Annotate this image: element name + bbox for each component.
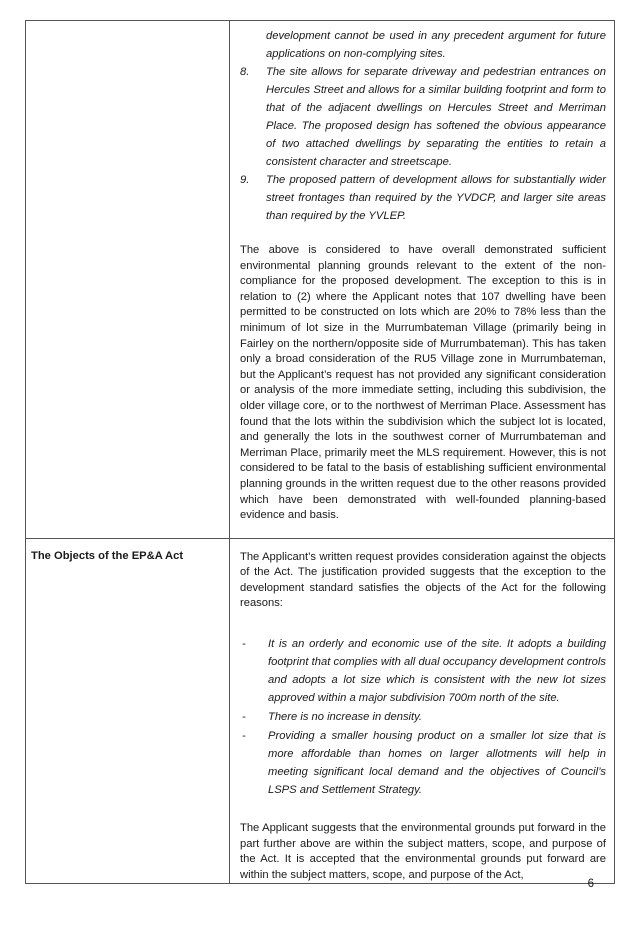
bullet-dash: - — [242, 730, 246, 743]
assessment-table — [25, 20, 615, 884]
table-row — [26, 21, 615, 539]
continued-item-text: development cannot be used in any precedent argument for future applications on non-complying sites. — [266, 30, 606, 60]
label-cell — [26, 538, 230, 884]
numbered-item — [240, 171, 606, 225]
assessment-paragraph: The above is considered to have overall demonstrated sufficient environmental planning grounds relevant to the extent of the non-compliance for the proposed development. The exception to this is in relation to (2) where the Applicant notes that 107 dwelling have been permitted to be constructed on lots which are 20% to 78% less than the minimum of lot size in the Murrumbateman Village (primarily being in Fairley on the northern/opposite side of Murrumbateman). This has taken only a broad consideration of the RU5 Village zone in Murrumbateman, but the Applicant’s request has not provided any significant consideration or analysis of the more immediate setting, including this subdivision, the older village core, or to the northwest of Merriman Place. Assessment has found that the lots within the subdivision which the subject lot is located, and generally the lots in the southwest corner of Murrumbateman and Merriman Place, primarily meet the MLS requirement. However, this is not considered to be fatal to the basis of establishing sufficient environmental planning grounds in the written request due to the other reasons provided which have been demonstrated with well-founded planning-based evidence and basis. — [240, 244, 606, 522]
page-number: 6 — [587, 878, 594, 890]
content-cell — [230, 538, 615, 884]
intro-paragraph: The Applicant’s written request provides consideration against the objects of the Act. The justification provided suggests that the exception to the development standard satisfies the objects of the Act for the following reasons: — [240, 550, 606, 610]
table-row — [26, 538, 615, 884]
numbered-item — [240, 63, 606, 171]
closing-paragraph: The Applicant suggests that the environmental grounds put forward in the part further above are within the subject matters, scope, and purpose of the Act. It is accepted that the environmental grounds put forward are within the subject matters, scope, and purpose of the Act, — [240, 822, 606, 881]
bullet-dash: - — [242, 638, 246, 651]
bullet-dash: - — [242, 711, 246, 724]
item-number: 9. — [240, 174, 250, 186]
bullet-item — [240, 635, 606, 707]
bullet-text: There is no increase in density. — [268, 711, 423, 724]
item-number: 8. — [240, 66, 250, 78]
bullet-text: It is an orderly and economic use of the site. It adopts a building footprint that complies with all dual occupancy development controls and adopts a lot size which is consistent with the new lot sizes approved within a major subdivision 700m north of the site. — [268, 638, 606, 705]
row-label: The Objects of the EP&A Act — [31, 549, 184, 562]
content-cell — [230, 21, 615, 539]
item-text: The site allows for separate driveway and pedestrian entrances on Hercules Street and allows for a similar building footprint and form to that of the adjacent dwellings on Hercules Street and Merriman Place. The proposed design has softened the obvious appearance of two attached dwellings by separating the entities to retain a consistent character and streetscape. — [266, 66, 606, 168]
item-text: The proposed pattern of development allows for substantially wider street frontages than required by the YVDCP, and larger site areas than required by the YVLEP. — [266, 174, 606, 222]
bullet-item — [240, 708, 606, 726]
bullet-text: Providing a smaller housing product on a smaller lot size that is more affordable than homes on larger allotments will help in meeting significant local demand and the objectives of Council’s LSPS and Settlement Strategy. — [268, 730, 606, 797]
bullet-item — [240, 727, 606, 799]
label-cell-empty — [26, 21, 230, 539]
